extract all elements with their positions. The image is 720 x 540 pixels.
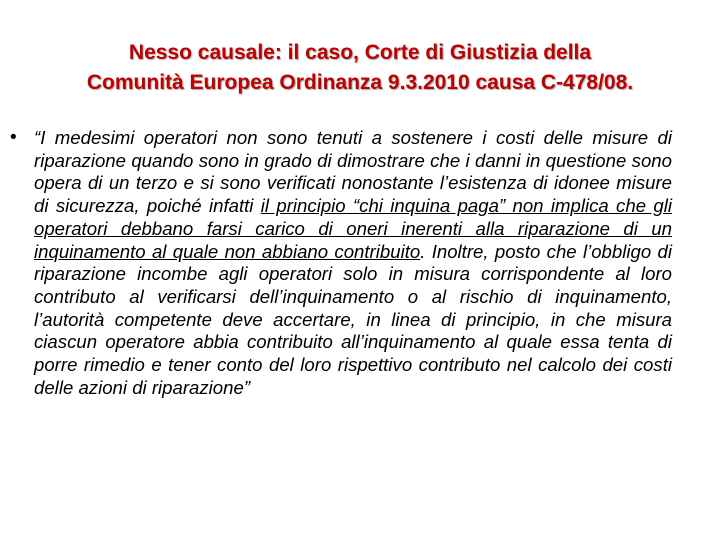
quote-text-after: . Inoltre, posto che l’obbligo di riparazione incombe agli operatori solo in misura corrispondente al loro contributo al verificarsi dell’inquinamento o al rischio di inquinamento, l’autorità competente deve accertare, in linea di principio, in che misura ciascun operatore abbia contribuito all’inquinamento al quale essa tenta di porre rimedio e tener conto del loro rispettivo contributo nel calcolo dei costi delle azioni di riparazione” <box>34 240 672 398</box>
slide-title-line-1: Nesso causale: il caso, Corte di Giustizia della <box>128 41 592 64</box>
bullet-item <box>10 127 672 399</box>
slide-title-line-2: Comunità Europea Ordinanza 9.3.2010 causa C-478/08. <box>86 71 634 94</box>
quote-text-before: “I medesimi operatori non sono tenuti a sostenere i costi delle misure di riparazione quando sono in grado di dimostrare che i danni in questione sono opera di un terzo e si sono verificati nonostante l’esistenza di idonee misure di sicurezza, poiché infatti <box>34 127 672 217</box>
quote-text-underlined: il principio “chi inquina paga” non implica che gli operatori debbano farsi carico di oneri inerenti alla riparazione di un inquinamento al quale non abbiano contribuito <box>34 195 672 262</box>
slide-title <box>30 38 690 98</box>
bullet-paragraph <box>34 127 672 399</box>
bullet-icon: • <box>10 127 17 148</box>
